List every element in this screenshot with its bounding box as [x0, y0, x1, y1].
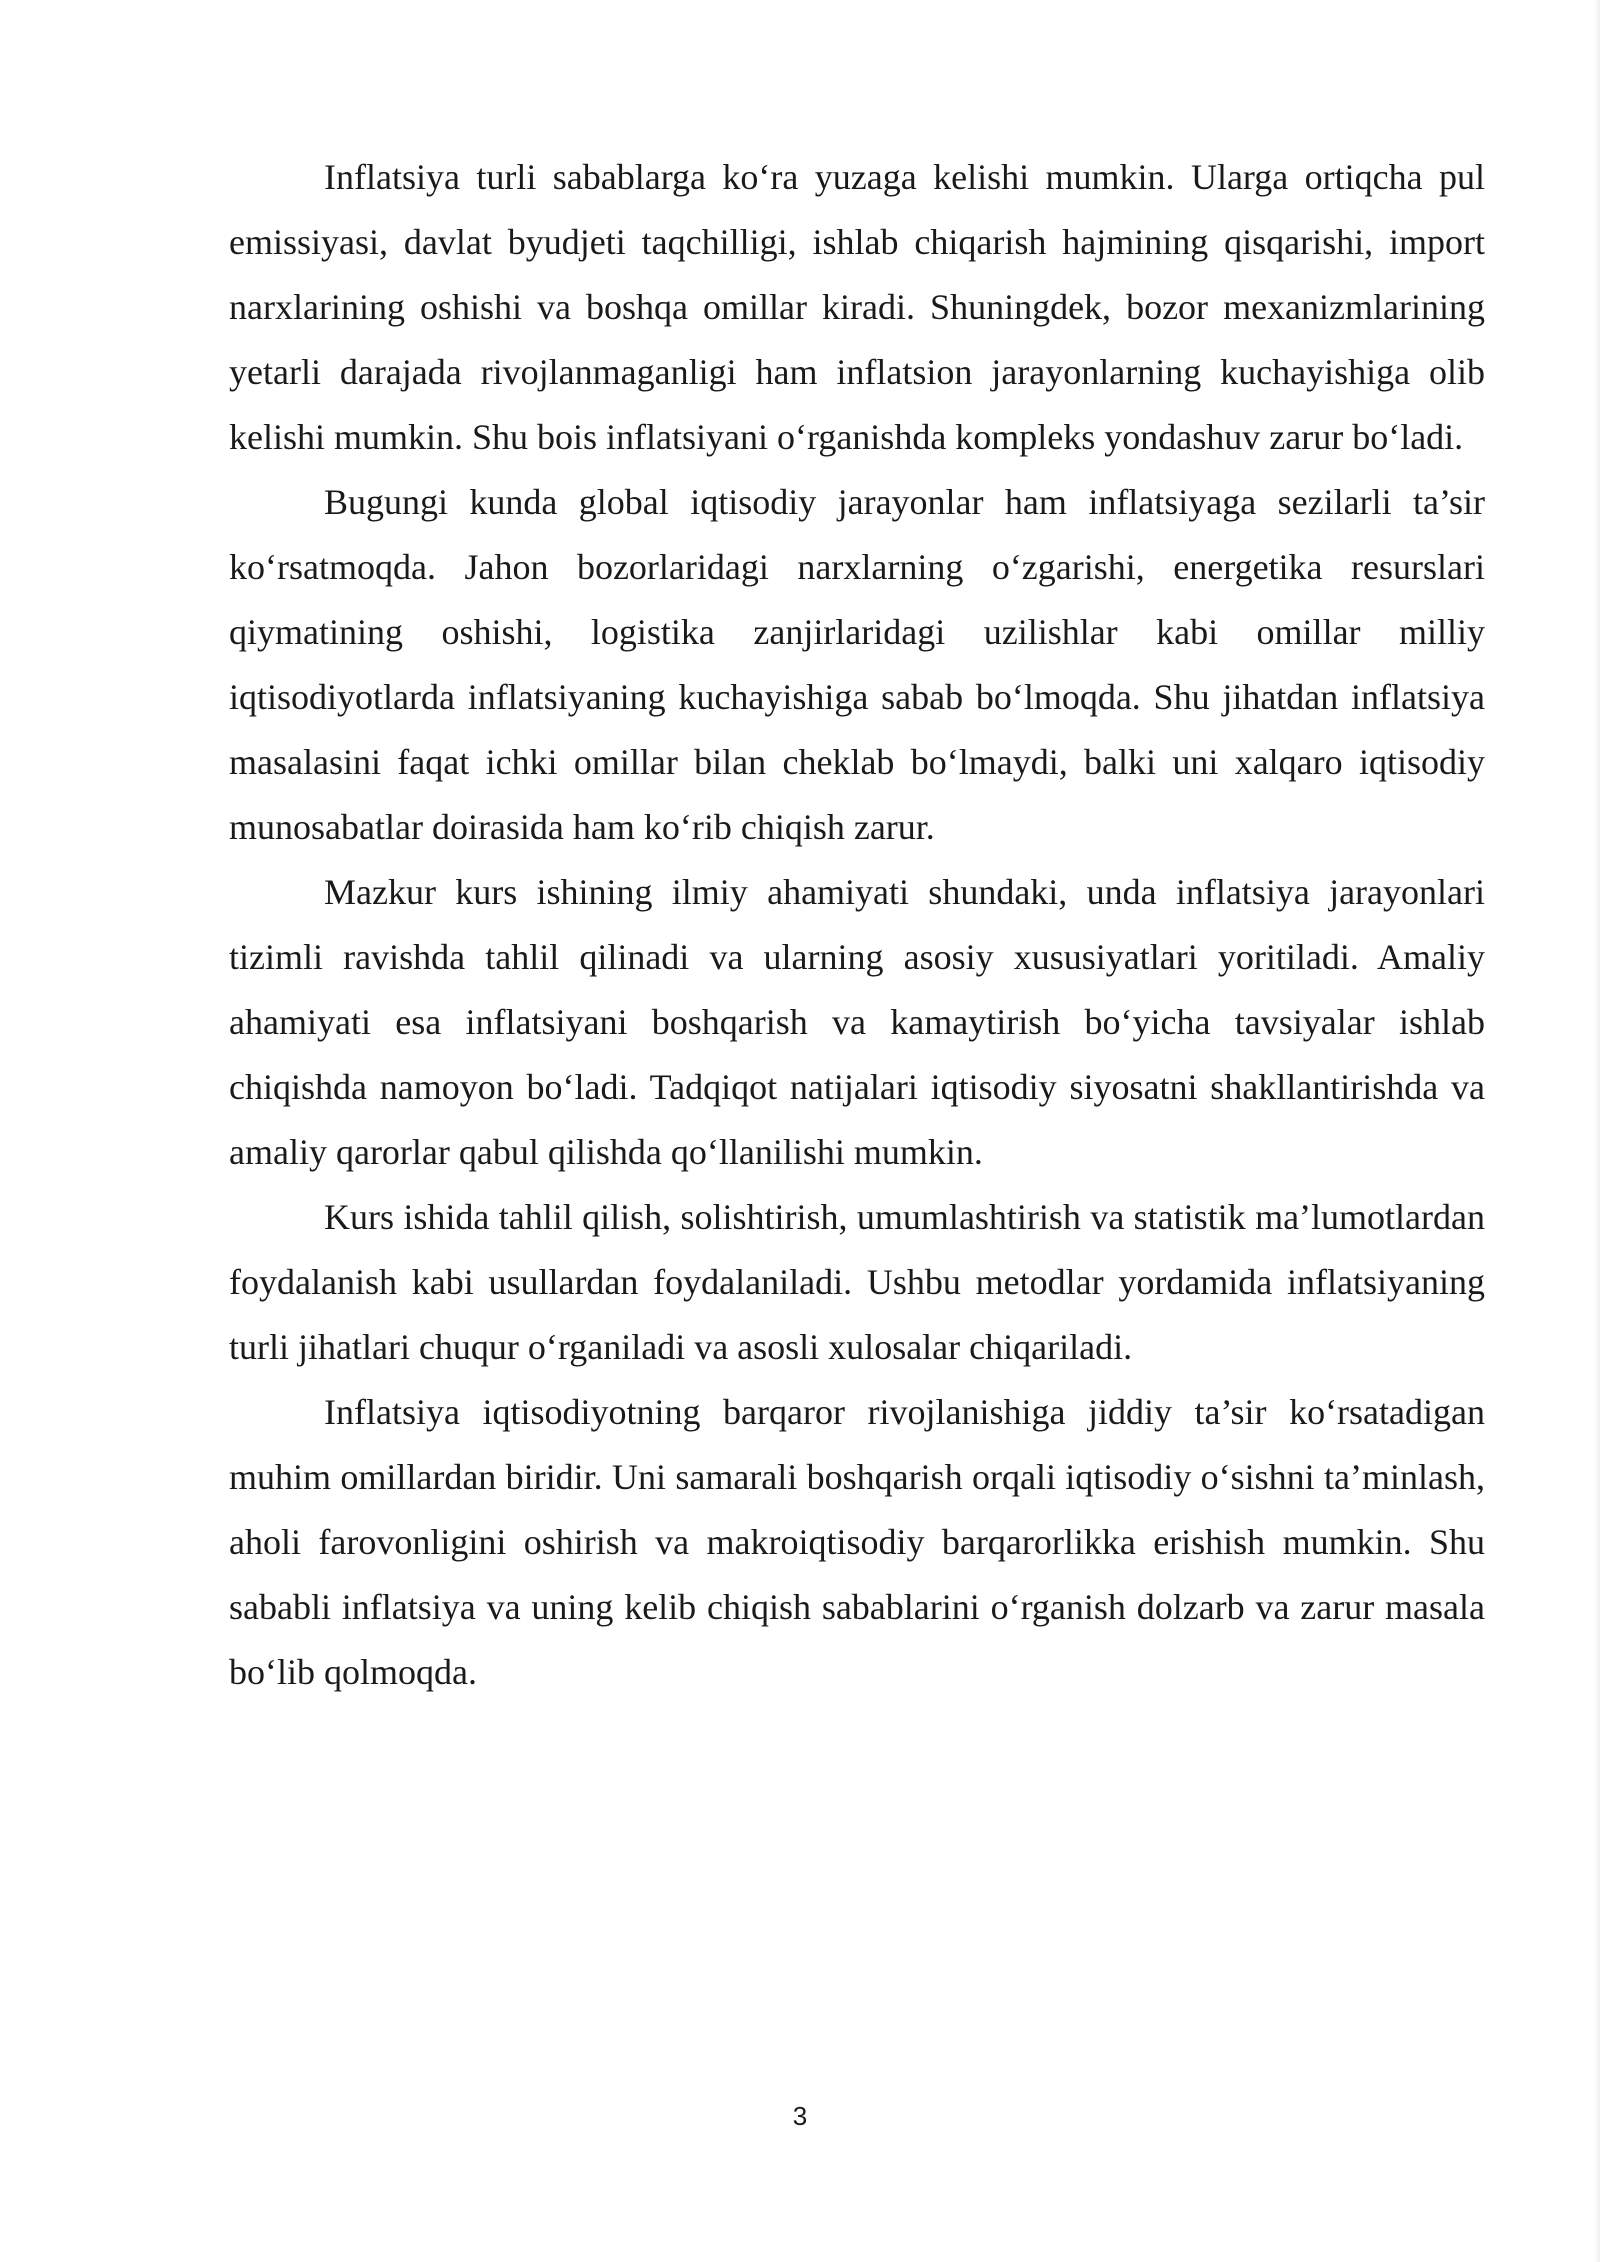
- page-number: 3: [792, 2101, 808, 2131]
- page-edge-shadow: [1594, 0, 1600, 2262]
- paragraph-3: Mazkur kurs ishining ilmiy ahamiyati shundaki, unda inflatsiya jarayonlari tizimli ravishda tahlil qilinadi va ularning asosiy xususiyatlari yoritiladi. Amaliy ahamiyati esa inflatsiyani boshqarish va kamaytirish bo‘yicha tavsiyalar ishlab chiqishda namoyon bo‘ladi. Tadqiqot natijalari iqtisodiy siyosatni shakllantirishda va amaliy qarorlar qabul qilishda qo‘llanilishi mumkin.: [229, 872, 1485, 1172]
- paragraph-5: Inflatsiya iqtisodiyotning barqaror rivojlanishiga jiddiy ta’sir ko‘rsatadigan muhim omillardan biridir. Uni samarali boshqarish orqali iqtisodiy o‘sishni ta’minlash, aholi farovonligini oshirish va makroiqtisodiy barqarorlikka erishish mumkin. Shu sababli inflatsiya va uning kelib chiqish sabablarini o‘rganish dolzarb va zarur masala bo‘lib qolmoqda.: [229, 1392, 1485, 1692]
- document-body: [229, 145, 1485, 1705]
- paragraph-1: Inflatsiya turli sabablarga ko‘ra yuzaga kelishi mumkin. Ularga ortiqcha pul emissiyasi, davlat byudjeti taqchilligi, ishlab chiqarish hajmining qisqarishi, import narxlarining oshishi va boshqa omillar kiradi. Shuningdek, bozor mexanizmlarining yetarli darajada rivojlanmaganligi ham inflatsion jarayonlarning kuchayishiga olib kelishi mumkin. Shu bois inflatsiyani o‘rganishda kompleks yondashuv zarur bo‘ladi.: [229, 157, 1485, 457]
- paragraph-4: Kurs ishida tahlil qilish, solishtirish, umumlashtirish va statistik ma’lumotlardan foydalanish kabi usullardan foydalaniladi. Ushbu metodlar yordamida inflatsiyaning turli jihatlari chuqur o‘rganiladi va asosli xulosalar chiqariladi.: [229, 1197, 1485, 1367]
- paragraph-2: Bugungi kunda global iqtisodiy jarayonlar ham inflatsiyaga sezilarli ta’sir ko‘rsatmoqda. Jahon bozorlaridagi narxlarning o‘zgarishi, energetika resurslari qiymatining oshishi, logistika zanjirlaridagi uzilishlar kabi omillar milliy iqtisodiyotlarda inflatsiyaning kuchayishiga sabab bo‘lmoqda. Shu jihatdan inflatsiya masalasini faqat ichki omillar bilan cheklab bo‘lmaydi, balki uni xalqaro iqtisodiy munosabatlar doirasida ham ko‘rib chiqish zarur.: [229, 482, 1485, 847]
